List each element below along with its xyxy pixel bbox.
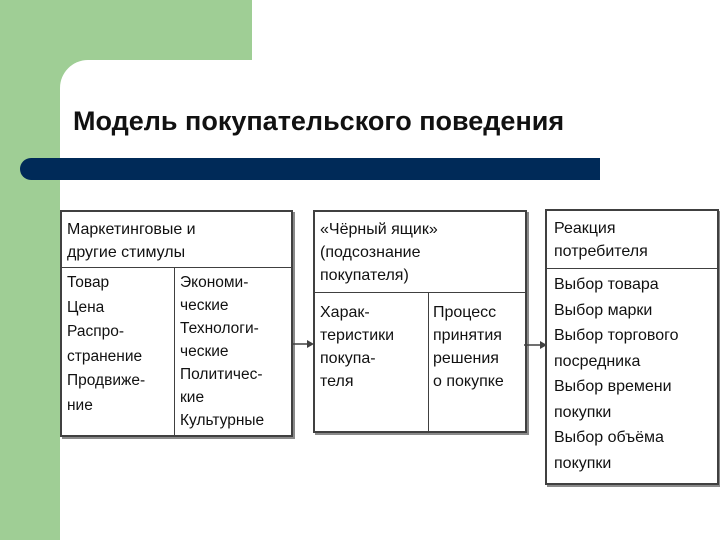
list-item: ческие <box>180 343 229 360</box>
text-line: покупа- <box>320 350 376 367</box>
header-divider <box>315 292 525 293</box>
list-item: Цена <box>67 298 105 316</box>
text-line: о покупке <box>433 373 504 390</box>
text-line: Процесс <box>433 304 497 321</box>
decision-process <box>433 301 504 393</box>
list-item: покупки <box>554 454 612 472</box>
arrow-right-icon <box>291 338 315 350</box>
black-box-header <box>320 218 438 287</box>
text-line: теля <box>320 373 354 390</box>
environment-factors-list <box>180 271 264 432</box>
list-item: ческие <box>180 297 229 314</box>
list-item: кие <box>180 389 205 406</box>
response-list <box>554 272 679 476</box>
column-divider <box>174 267 175 435</box>
title-underline-bar <box>20 158 600 180</box>
text-line: принятия <box>433 327 502 344</box>
header-line: Маркетинговые и <box>67 221 196 238</box>
header-line: Реакция <box>554 220 616 237</box>
list-item: Выбор времени <box>554 378 672 395</box>
text-line: Харак- <box>320 304 370 321</box>
list-item: посредника <box>554 352 641 370</box>
response-header <box>554 217 648 263</box>
header-divider <box>62 267 291 268</box>
list-item: Распро- <box>67 323 124 340</box>
list-item: странение <box>67 347 143 365</box>
header-line: потребителя <box>554 243 648 260</box>
text-line: теристики <box>320 327 395 344</box>
list-item: Выбор марки <box>554 301 653 319</box>
list-item: Выбор объёма <box>554 429 664 446</box>
column-divider <box>428 292 429 431</box>
header-line: «Чёрный ящик» <box>320 221 438 238</box>
list-item: покупки <box>554 403 612 421</box>
list-item: Выбор товара <box>554 276 659 293</box>
header-line: другие стимулы <box>67 244 186 261</box>
stimuli-header <box>67 218 196 264</box>
list-item: Культурные <box>180 412 265 429</box>
buyer-characteristics <box>320 301 394 393</box>
response-box <box>545 209 719 485</box>
stimuli-box <box>60 210 293 437</box>
list-item: Политичес- <box>180 366 263 383</box>
text-line: решения <box>433 350 499 367</box>
list-item: Товар <box>67 274 110 291</box>
arrow-right-icon <box>524 339 548 351</box>
list-item: Технологи- <box>180 320 259 337</box>
list-item: Продвиже- <box>67 372 146 389</box>
header-divider <box>547 268 717 269</box>
black-box <box>313 210 527 433</box>
list-item: Выбор торгового <box>554 327 679 344</box>
marketing-factors-list <box>67 271 145 418</box>
list-item: Экономи- <box>180 274 249 291</box>
header-line: покупателя) <box>320 267 409 284</box>
list-item: ние <box>67 396 93 414</box>
slide-title: Модель покупательского поведения <box>73 106 565 136</box>
header-line: (подсознание <box>320 244 421 261</box>
